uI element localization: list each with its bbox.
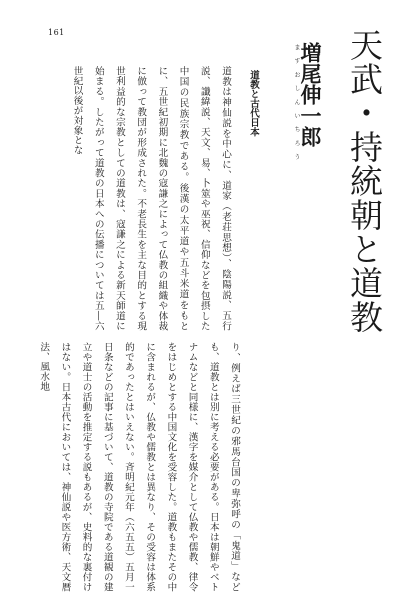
author-reading: ますおしんいちろう <box>293 44 300 168</box>
page-number: 161 <box>48 28 65 37</box>
body-text-lower <box>38 342 245 592</box>
section-heading: 道教と古代日本 <box>248 70 259 137</box>
paragraph: 道教は神仙説を中心に、道家（老荘思想）、陰陽説、五行説、讖緯説、天文、易、卜筮や巫祝、信仰などを包摂した中国の民族宗教である。後漢の太平道や五斗米道をもとに、五世紀初期に北魏の寇謙之によって仏教の組織や体裁に倣って教団が形成された。不老長生を主な目的とする現世利益的な宗教としての道教は、寇謙之による新天師道に始まる。したがって道教の日本への伝播については五―六世紀以後が対象とな <box>71 66 231 331</box>
author-name: 増尾伸一郎 <box>298 42 323 147</box>
chapter-title: 天武・持統朝と道教 <box>345 28 384 334</box>
paragraph: り、例えば三世紀の邪馬台国の卑弥呼の「鬼道」なども、道教とは別に考える必要がある。日本は朝鮮やベトナムなどと同様に、漢字を媒介として仏教や儒教、律令をはじめとする中国文化を受容した。道教もまたその中に含まれるが、仏教や儒教とは異なり、その受容は体系的であったとはいえない。斉明紀元年（六五五）五月一日条などの記事に基づいて、道教の寺院である道観の建立や道士の活動を推定する説もあるが、史料的な裏付けはない。日本古代においては、神仙説や医方術、天文暦法、風水地 <box>38 342 240 592</box>
body-text-upper <box>71 66 236 331</box>
